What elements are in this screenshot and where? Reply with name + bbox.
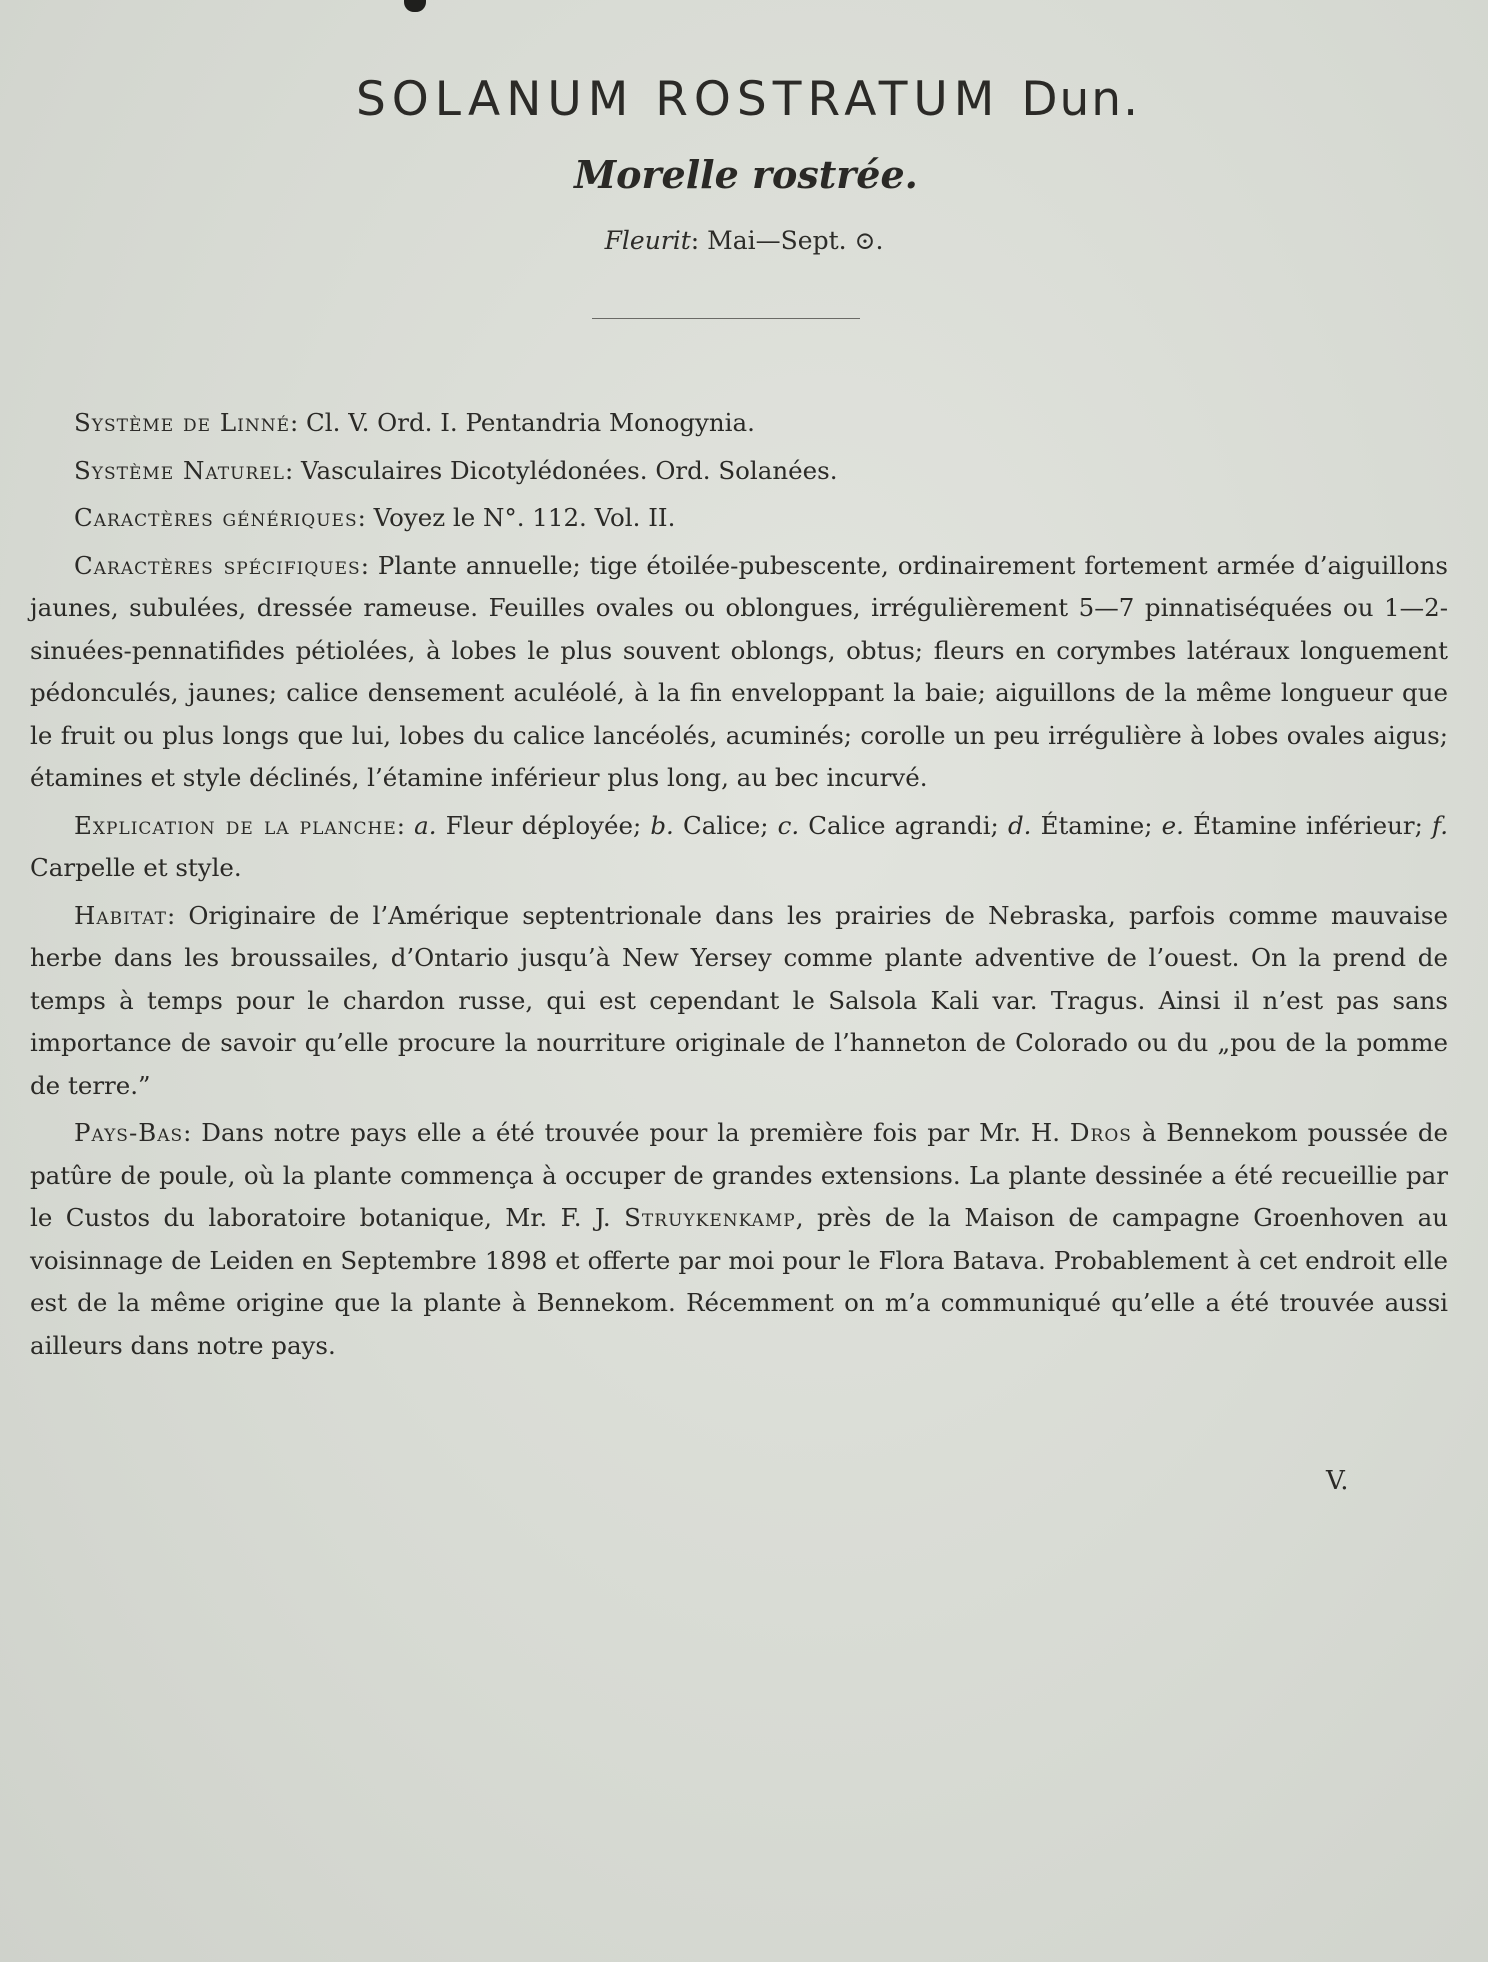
- plate-key-f: f.: [1432, 810, 1448, 840]
- section-text-3: , près de la Maison de campagne Groenhoven au voisinnage de Leiden en Septembre 1898 et offerte par moi pour le Flora Batava. Probablement à cet endroit elle est de la même origine que la plante à Bennekom. Récemment on m’a communiqué qu’elle a été trouvée aussi ailleurs dans notre pays.: [30, 1203, 1448, 1360]
- section-sep: :: [360, 550, 378, 580]
- plate-key-b: b.: [650, 810, 674, 840]
- author-signature: V.: [1326, 1466, 1349, 1496]
- person-name-dros: Dros: [1069, 1118, 1132, 1147]
- section-text: Cl. V. Ord. I. Pentandria Monogynia.: [306, 408, 755, 437]
- person-name-struykenkamp: Struykenkamp: [624, 1203, 796, 1232]
- section-label: Explication de la planche: [74, 810, 397, 840]
- title-species: SOLANUM ROSTRATUM: [355, 72, 1001, 127]
- section-text: Plante annuelle; tige étoilée-pubescente, ordinairement fortement armée d’aiguillons jaunes, subulées, dressée rameuse. Feuilles ovales ou oblongues, irrégulièrement 5—7 pinnatiséquées ou 1—2-sinuées-pennatifides pétiolées, à lobes le plus souvent oblongs, obtus; fleurs en corymbes latéraux longuement pédonculés, jaunes; calice densement aculéolé, à la fin enveloppant la baie; aiguillons de la même longueur que le fruit ou plus longs que lui, lobes du calice lancéolés, acuminés; corolle un peu irrégulière à lobes ovales aigus; étamines et style déclinés, l’étamine inférieur plus long, au bec incurvé.: [30, 550, 1449, 792]
- plate-item-f: Carpelle et style.: [30, 853, 242, 882]
- section-specifiques: [30, 545, 1448, 800]
- section-text: Originaire de l’Amérique septentrionale dans les prairies de Nebraska, parfois comme mauvaise herbe dans les broussailes, d’Ontario jusqu’à New Yersey comme plante adventive de l’ouest. On la prend de temps à temps pour le chardon russe, qui est cependant le Salsola Kali var. Tragus. Ainsi il n’est pas sans importance de savoir qu’elle procure la nourriture originale de l’hanneton de Colorado ou du „pou de la pomme de terre.”: [30, 900, 1448, 1100]
- flowering-line: [0, 226, 1488, 255]
- section-label: Habitat: [74, 900, 167, 930]
- section-sep: :: [396, 810, 415, 840]
- divider-rule: [592, 318, 860, 319]
- ink-mark: [404, 0, 426, 12]
- page-title: [0, 72, 1488, 127]
- title-author: Dun.: [1021, 72, 1141, 127]
- plate-key-d: d.: [1007, 810, 1032, 840]
- section-text-1: Dans notre pays elle a été trouvée pour la première fois par Mr. H.: [201, 1118, 1070, 1147]
- section-pays-bas: [30, 1112, 1448, 1367]
- section-planche: [30, 805, 1448, 890]
- section-habitat: [30, 895, 1448, 1108]
- common-name: Morelle rostrée.: [574, 152, 918, 197]
- plate-item-e: Étamine inférieur;: [1183, 810, 1433, 840]
- flowering-value: Mai—Sept. ⊙.: [707, 226, 884, 255]
- section-label: Pays-Bas: [74, 1118, 184, 1147]
- flowering-label: Fleurit: [604, 226, 691, 255]
- section-naturel: [30, 450, 1448, 493]
- plate-item-b: Calice;: [673, 810, 778, 840]
- plate-key-e: e.: [1161, 810, 1184, 840]
- plate-item-d: Étamine;: [1031, 810, 1162, 840]
- section-label: Système de Linné: [74, 408, 290, 437]
- section-text: Voyez le N°. 112. Vol. II.: [373, 503, 676, 532]
- section-text-2: à Bennekom poussée de patûre de poule, où la plante commença à occuper de grandes extensions. La plante dessinée a été recueillie par le Custos du laboratoire botanique, Mr. F. J.: [30, 1118, 1449, 1232]
- section-sep: :: [357, 503, 374, 532]
- plate-item-c: Calice agrandi;: [799, 810, 1008, 840]
- section-sep: :: [166, 900, 189, 930]
- section-linne: [30, 402, 1448, 445]
- section-label: Système Naturel: [74, 455, 285, 485]
- section-text: Vasculaires Dicotylédonées. Ord. Solanées.: [301, 455, 838, 485]
- plate-key-a: a.: [414, 810, 437, 840]
- section-sep: :: [183, 1118, 202, 1147]
- plate-item-a: Fleur déployée;: [436, 810, 651, 840]
- section-label: Caractères génériques: [74, 503, 358, 532]
- body-text: [30, 402, 1448, 1372]
- section-sep: :: [284, 455, 302, 485]
- section-sep: :: [289, 408, 307, 437]
- plate-key-c: c.: [777, 810, 800, 840]
- section-generiques: [30, 497, 1448, 540]
- flowering-sep: :: [690, 226, 708, 255]
- section-label: Caractères spécifiques: [74, 550, 361, 580]
